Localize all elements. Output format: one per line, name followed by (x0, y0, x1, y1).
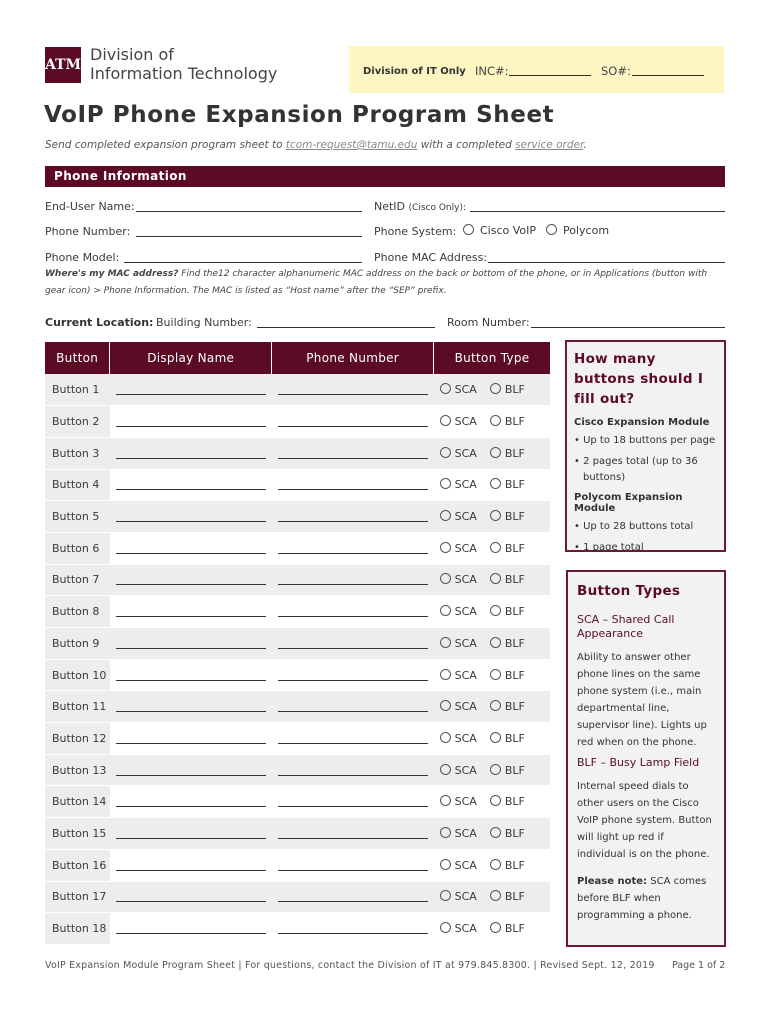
polycom-item: • Up to 28 buttons total (574, 521, 694, 532)
table-row (45, 374, 550, 406)
sca-radio[interactable] (440, 764, 451, 775)
mac-help-note: Where's my MAC address? Find the12 character alphanumeric MAC address on the back or bottom of the phone, or in Applications (button with gear icon) > Phone Information. The MAC is listed as “Host name” after the “SEP” prefix. (45, 269, 708, 296)
table-row (45, 754, 550, 786)
netid-field[interactable] (470, 211, 725, 212)
blf-label: BLF (504, 541, 525, 555)
button-type-cell (434, 691, 550, 723)
phone-number-cell-field[interactable] (272, 628, 434, 660)
table-row (45, 818, 550, 850)
button-label: Button 7 (45, 564, 110, 596)
blf-radio[interactable] (490, 573, 501, 584)
button-types-box (566, 570, 726, 947)
blf-radio[interactable] (490, 732, 501, 743)
sca-label: SCA (454, 510, 477, 524)
blf-label: BLF (504, 763, 525, 777)
blf-title: BLF – Busy Lamp Field (577, 756, 700, 769)
phone-number-cell-field[interactable] (272, 754, 434, 786)
sca-label: SCA (454, 383, 477, 397)
service-order-link[interactable]: service order (515, 139, 584, 151)
phone-info-header: Phone Information (45, 166, 725, 187)
sca-radio[interactable] (440, 922, 451, 933)
button-label: Button 14 (45, 786, 110, 818)
phone-number-cell-field[interactable] (272, 532, 434, 564)
button-label: Button 11 (45, 691, 110, 723)
phone-number-cell-field[interactable] (272, 501, 434, 533)
button-type-cell (434, 659, 550, 691)
blf-radio[interactable] (490, 447, 501, 458)
blf-description: Internal speed dials to other users on the Cisco VoIP phone system. Button will light up red if individual is on the phone. (577, 781, 712, 860)
table-row (45, 881, 550, 913)
table-row (45, 913, 550, 945)
cisco-radio[interactable] (463, 224, 474, 235)
polycom-option[interactable]: Polycom (546, 224, 609, 237)
button-type-cell (434, 628, 550, 660)
table-row (45, 532, 550, 564)
display-name-field[interactable] (110, 723, 272, 755)
button-label: Button 17 (45, 881, 110, 913)
phone-number-cell-field[interactable] (272, 881, 434, 913)
display-name-field[interactable] (110, 501, 272, 533)
blf-label: BLF (504, 890, 525, 904)
footer-text: VoIP Expansion Module Program Sheet | For questions, contact the Division of IT at 979.845.8300. | Revised Sept. 12, 2019 (45, 960, 655, 971)
table-row (45, 406, 550, 438)
display-name-field[interactable] (110, 437, 272, 469)
blf-label: BLF (504, 573, 525, 587)
phone-number-cell-field[interactable] (272, 596, 434, 628)
phone-number-cell-field[interactable] (272, 849, 434, 881)
sca-label: SCA (454, 668, 477, 682)
button-label: Button 4 (45, 469, 110, 501)
page-title: VoIP Phone Expansion Program Sheet (44, 102, 555, 128)
sca-label: SCA (454, 541, 477, 555)
polycom-radio[interactable] (546, 224, 557, 235)
email-link[interactable]: tcom-request@tamu.edu (285, 139, 418, 151)
end-user-label: End-User Name: (45, 200, 135, 213)
blf-radio[interactable] (490, 542, 501, 553)
cisco-module-title: Cisco Expansion Module (574, 417, 710, 428)
display-name-field[interactable] (110, 881, 272, 913)
table-row (45, 501, 550, 533)
display-name-field[interactable] (110, 786, 272, 818)
phone-number-cell-field[interactable] (272, 437, 434, 469)
button-type-cell (434, 437, 550, 469)
button-table (45, 342, 550, 945)
it-only-label: Division of IT Only (363, 66, 466, 77)
phone-number-label: Phone Number: (45, 225, 131, 238)
sca-label: SCA (454, 922, 477, 936)
sca-title: SCA – Shared Call Appearance (577, 613, 675, 640)
so-label: SO#: (601, 64, 631, 78)
button-label: Button 1 (45, 374, 110, 406)
button-label: Button 18 (45, 913, 110, 945)
sca-radio[interactable] (440, 827, 451, 838)
mac-address-label: Phone MAC Address: (374, 251, 488, 264)
display-name-field[interactable] (110, 691, 272, 723)
inc-label: INC#: (475, 64, 509, 78)
end-user-field[interactable] (136, 211, 362, 212)
sca-label: SCA (454, 795, 477, 809)
instructions: Send completed expansion program sheet to tcom-request@tamu.edu with a completed service order. (45, 139, 587, 151)
phone-number-cell-field[interactable] (272, 786, 434, 818)
sca-radio[interactable] (440, 447, 451, 458)
blf-label: BLF (504, 668, 525, 682)
sca-radio[interactable] (440, 637, 451, 648)
current-location-label: Current Location: (45, 316, 154, 329)
sca-label: SCA (454, 700, 477, 714)
button-type-cell (434, 723, 550, 755)
table-row (45, 469, 550, 501)
button-type-cell (434, 501, 550, 533)
blf-label: BLF (504, 858, 525, 872)
phone-number-cell-field[interactable] (272, 723, 434, 755)
display-name-field[interactable] (110, 659, 272, 691)
display-name-field[interactable] (110, 818, 272, 850)
sca-radio[interactable] (440, 890, 451, 901)
phone-number-field[interactable] (136, 236, 362, 237)
please-note: Please note: SCA comes before BLF when programming a phone. (577, 876, 707, 921)
blf-label: BLF (504, 636, 525, 650)
display-name-field[interactable] (110, 849, 272, 881)
blf-radio[interactable] (490, 415, 501, 426)
phone-number-cell-field[interactable] (272, 659, 434, 691)
sca-radio[interactable] (440, 795, 451, 806)
button-type-cell (434, 532, 550, 564)
blf-radio[interactable] (490, 859, 501, 870)
phone-system-label: Phone System: (374, 225, 457, 238)
room-number-field[interactable] (531, 327, 725, 328)
building-number-label: Building Number: (156, 316, 252, 329)
sca-description: Ability to answer other phone lines on the same phone system (i.e., main departmental line, supervisor line). Lights up red when on the phone. (577, 652, 707, 748)
tamu-logo: ATM (45, 47, 81, 83)
sca-radio[interactable] (440, 542, 451, 553)
table-row (45, 723, 550, 755)
sca-radio[interactable] (440, 700, 451, 711)
blf-radio[interactable] (490, 764, 501, 775)
display-name-field[interactable] (110, 374, 272, 406)
button-type-cell (434, 564, 550, 596)
button-label: Button 2 (45, 406, 110, 438)
sca-radio[interactable] (440, 859, 451, 870)
button-label: Button 15 (45, 818, 110, 850)
building-number-field[interactable] (257, 327, 435, 328)
button-type-cell (434, 913, 550, 945)
phone-number-cell-field[interactable] (272, 564, 434, 596)
blf-radio[interactable] (490, 605, 501, 616)
button-label: Button 12 (45, 723, 110, 755)
division-line-2: Information Technology (90, 64, 278, 83)
col-display-name: Display Name (110, 342, 272, 374)
display-name-field[interactable] (110, 596, 272, 628)
blf-label: BLF (504, 731, 525, 745)
table-row (45, 437, 550, 469)
cisco-voip-option[interactable]: Cisco VoIP (463, 224, 536, 237)
button-label: Button 9 (45, 628, 110, 660)
sca-label: SCA (454, 446, 477, 460)
display-name-field[interactable] (110, 913, 272, 945)
sca-label: SCA (454, 826, 477, 840)
blf-radio[interactable] (490, 669, 501, 680)
phone-number-cell-field[interactable] (272, 818, 434, 850)
sca-radio[interactable] (440, 573, 451, 584)
sca-label: SCA (454, 890, 477, 904)
display-name-field[interactable] (110, 628, 272, 660)
blf-label: BLF (504, 700, 525, 714)
blf-label: BLF (504, 415, 525, 429)
sca-label: SCA (454, 763, 477, 777)
col-button: Button (45, 342, 110, 374)
sca-radio[interactable] (440, 732, 451, 743)
table-row (45, 596, 550, 628)
blf-radio[interactable] (490, 510, 501, 521)
division-title (90, 45, 277, 83)
table-row (45, 691, 550, 723)
blf-radio[interactable] (490, 795, 501, 806)
blf-radio[interactable] (490, 827, 501, 838)
button-label: Button 13 (45, 754, 110, 786)
button-type-cell (434, 374, 550, 406)
inc-field[interactable] (509, 75, 591, 76)
sca-label: SCA (454, 858, 477, 872)
display-name-field[interactable] (110, 469, 272, 501)
phone-number-cell-field[interactable] (272, 406, 434, 438)
sca-label: SCA (454, 573, 477, 587)
blf-label: BLF (504, 795, 525, 809)
sca-label: SCA (454, 605, 477, 619)
display-name-field[interactable] (110, 406, 272, 438)
blf-radio[interactable] (490, 478, 501, 489)
blf-label: BLF (504, 605, 525, 619)
how-many-title: How many buttons should I fill out? (574, 351, 704, 407)
button-type-cell (434, 786, 550, 818)
cisco-item: • Up to 18 buttons per page (574, 435, 716, 446)
table-row (45, 786, 550, 818)
sca-label: SCA (454, 478, 477, 492)
blf-radio[interactable] (490, 383, 501, 394)
mac-address-field[interactable] (488, 262, 725, 263)
sca-label: SCA (454, 636, 477, 650)
button-type-cell (434, 754, 550, 786)
button-label: Button 3 (45, 437, 110, 469)
button-types-title: Button Types (577, 583, 681, 599)
button-label: Button 16 (45, 849, 110, 881)
button-label: Button 5 (45, 501, 110, 533)
division-line-1: Division of (90, 45, 174, 64)
button-type-cell (434, 469, 550, 501)
button-type-cell (434, 818, 550, 850)
netid-label: NetID (Cisco Only): (374, 200, 466, 213)
sca-radio[interactable] (440, 478, 451, 489)
so-field[interactable] (632, 75, 704, 76)
phone-number-cell-field[interactable] (272, 913, 434, 945)
col-button-type: Button Type (434, 342, 550, 374)
phone-model-label: Phone Model: (45, 251, 120, 264)
page-number: Page 1 of 2 (672, 960, 726, 971)
phone-model-field[interactable] (124, 262, 362, 263)
phone-number-cell-field[interactable] (272, 469, 434, 501)
button-type-cell (434, 849, 550, 881)
phone-number-cell-field[interactable] (272, 691, 434, 723)
button-type-cell (434, 406, 550, 438)
button-type-cell (434, 881, 550, 913)
button-label: Button 6 (45, 532, 110, 564)
polycom-item: • 1 page total (574, 542, 644, 553)
sca-radio[interactable] (440, 383, 451, 394)
button-label: Button 8 (45, 596, 110, 628)
blf-radio[interactable] (490, 700, 501, 711)
how-many-buttons-box (565, 340, 726, 552)
table-row (45, 659, 550, 691)
blf-label: BLF (504, 446, 525, 460)
table-row (45, 628, 550, 660)
table-row (45, 564, 550, 596)
phone-number-cell-field[interactable] (272, 374, 434, 406)
sca-label: SCA (454, 731, 477, 745)
sca-label: SCA (454, 415, 477, 429)
room-number-label: Room Number: (447, 316, 530, 329)
sca-radio[interactable] (440, 510, 451, 521)
sca-radio[interactable] (440, 415, 451, 426)
button-label: Button 10 (45, 659, 110, 691)
sca-radio[interactable] (440, 605, 451, 616)
display-name-field[interactable] (110, 564, 272, 596)
table-row (45, 849, 550, 881)
button-type-cell (434, 596, 550, 628)
blf-radio[interactable] (490, 637, 501, 648)
cisco-item: • 2 pages total (up to 36 buttons) (574, 456, 698, 483)
blf-label: BLF (504, 383, 525, 397)
polycom-module-title: Polycom Expansion Module (574, 492, 683, 514)
display-name-field[interactable] (110, 754, 272, 786)
sca-radio[interactable] (440, 669, 451, 680)
col-phone-number: Phone Number (272, 342, 434, 374)
blf-radio[interactable] (490, 922, 501, 933)
blf-label: BLF (504, 510, 525, 524)
blf-label: BLF (504, 826, 525, 840)
blf-label: BLF (504, 478, 525, 492)
blf-label: BLF (504, 922, 525, 936)
blf-radio[interactable] (490, 890, 501, 901)
display-name-field[interactable] (110, 532, 272, 564)
